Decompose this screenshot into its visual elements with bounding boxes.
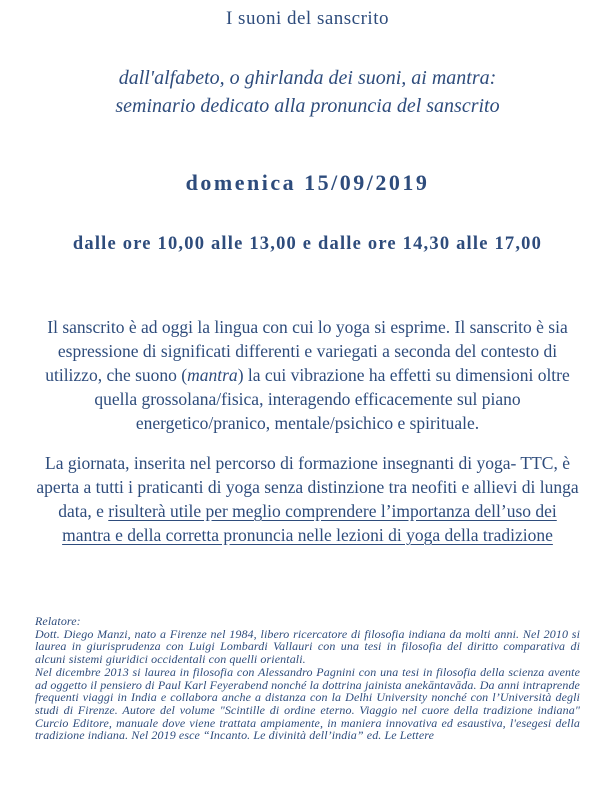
subtitle-line-1: dall'alfabeto, o ghirlanda dei suoni, ai mantra: (118, 67, 497, 89)
speaker-bio-paragraph-1: Dott. Diego Manzi, nato a Firenze nel 1984, libero ricercatore di filosofia indiana da molti anni. Nel 2010 si laurea in giurisprudenza con Luigi Lombardi Vallauri con una tesi in filosofia del diritto comparativa di alcuni sistemi giuridici occidentali con quelli orientali. (35, 626, 580, 667)
intro-paragraph-text: Il sanscrito è ad oggi la lingua con cui lo yoga si esprime. Il sanscrito è sia espressione di significati differenti e variegati a seconda del contesto di utilizzo, che suono ( (45, 317, 568, 385)
page-title: I suoni del sanscrito (225, 8, 389, 29)
speaker-bio (35, 615, 580, 742)
subtitle-line-2: seminario dedicato alla pronuncia del sanscrito (115, 95, 500, 117)
details-paragraph-underlined-text: risulterà utile per meglio comprendere l’importanza dell’uso dei mantra e della corretta pronuncia nelle lezioni di yoga della tradizione (62, 501, 557, 545)
speaker-bio-paragraph-2: Nel dicembre 2013 si laurea in filosofia con Alessandro Pagnini con una tesi in filosofia della scienza avente ad oggetto il pensiero di Paul Karl Feyerabend nonché la dottrina jainista anekāntavāda. Da anni intraprende frequenti viaggi in India e collabora anche a distanza con la Delhi University nonché con l’Università degli studi di Firenze. Autore del volume "Scintille di ordine eterno. Viaggio nel cuore della tradizione indiana" Curcio Editore, manuale dove viene trattata ampiamente, in maniera innovativa ed esaustiva, l'esegesi della tradizione indiana. Nel 2019 esce “Incanto. Le divinità dell’india” ed. Le Lettere (35, 664, 580, 743)
speaker-bio-label: Relatore: (35, 614, 81, 628)
mantra-italic-word: mantra (187, 365, 238, 385)
intro-paragraph-text-end: ) la cui vibrazione ha effetti su dimensioni oltre quella grossolana/fisica, interagendo efficacemente sul piano energetico/pranico, mentale/psichico e spirituale. (94, 365, 570, 433)
event-times: dalle ore 10,00 alle 13,00 e dalle ore 14,30 alle 17,00 (72, 234, 543, 254)
subtitle (35, 64, 580, 120)
details-paragraph (35, 451, 580, 547)
details-paragraph-text: La giornata, inserita nel percorso di formazione insegnanti di yoga- TTC, è aperta a tutti i praticanti di yoga senza distinzione tra neofiti e allievi di lunga data, e (36, 453, 579, 521)
intro-paragraph (35, 315, 580, 435)
event-date: domenica 15/09/2019 (185, 170, 430, 195)
